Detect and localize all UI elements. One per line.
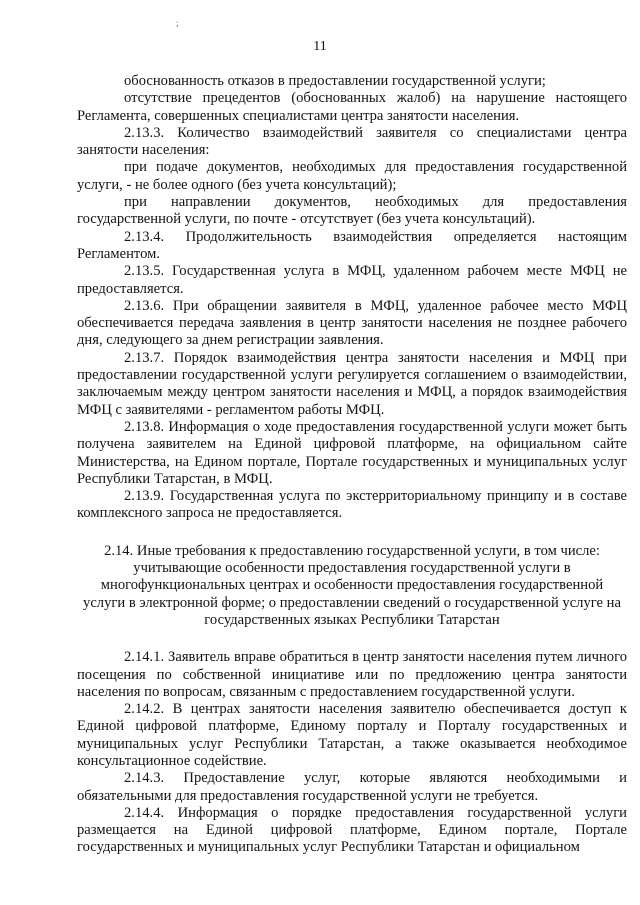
paragraph: 2.13.5. Государственная услуга в МФЦ, удаленном рабочем месте МФЦ не предоставляется. <box>77 263 627 297</box>
paragraph: 2.14.3. Предоставление услуг, которые являются необходимыми и обязательными для предоставления государственной услуги не требуется. <box>77 770 627 804</box>
paragraph: 2.13.6. При обращении заявителя в МФЦ, удаленное рабочее место МФЦ обеспечивается передача заявления в центр занятости населения не позднее рабочего дня, следующего за днем регистрации заявления. <box>77 297 627 349</box>
paragraph: обоснованность отказов в предоставлении государственной услуги; <box>124 73 546 89</box>
paragraph: 2.13.8. Информация о ходе предоставления государственной услуги может быть получена заявителем на Единой цифровой платформе, на официальном сайте Министерства, на Едином портале, Портале государственных и муниципальных услуг Республики Татарстан, в МФЦ. <box>77 418 627 487</box>
paragraph: 2.14.2. В центрах занятости населения заявителю обеспечивается доступ к Единой цифровой платформе, Единому порталу и Порталу государственных и муниципальных услуг Республики Татарстан, а также оказывается необходимое консультационное содействие. <box>77 701 627 769</box>
paragraph: при подаче документов, необходимых для предоставления государственной услуги, - не более одного (без учета консультаций); <box>77 159 627 193</box>
page-number: 11 <box>313 39 327 54</box>
paragraph: 2.13.7. Порядок взаимодействия центра занятости населения и МФЦ при предоставлении государственной услуги регулируется соглашением о взаимодействии, заключаемым между центром занятости населения и МФЦ, а порядок взаимодействия МФЦ с заявителями - регламентом работы МФЦ. <box>77 349 627 418</box>
paragraph: 2.13.3. Количество взаимодействий заявителя со специалистами центра занятости населения: <box>77 124 627 159</box>
paragraph: при направлении документов, необходимых для предоставления государственной услуги, по почте - отсутствует (без учета консультаций). <box>77 194 627 228</box>
paragraph: 2.14.4. Информация о порядке предоставления государственной услуги размещается на Единой цифровой платформе, Едином портале, Портале государственных и муниципальных услуг Республики Татарстан и официальном <box>77 804 627 856</box>
paragraph: 2.13.9. Государственная услуга по экстерриториальному принципу и в составе комплексного запроса не предоставляется. <box>77 488 627 522</box>
document-body <box>77 73 627 857</box>
scan-mark: ; <box>176 18 179 28</box>
section-heading: 2.14. Иные требования к предоставлению государственной услуги, в том числе: учитывающие особенности предоставления государственной услуги в многофункциональных центрах и особенности предоставления государственной услуги в электронной форме; о предоставлении сведений о государственной услуге на государственных языках Республики Татарстан <box>83 542 621 628</box>
paragraph: отсутствие прецедентов (обоснованных жалоб) на нарушение настоящего Регламента, совершенных специалистами центра занятости населения. <box>77 90 627 124</box>
paragraph: 2.14.1. Заявитель вправе обратиться в центр занятости населения путем личного посещения по собственной инициативе или по предложению центра занятости населения по вопросам, связанным с предоставлением государственной услуги. <box>77 649 627 700</box>
paragraph: 2.13.4. Продолжительность взаимодействия определяется настоящим Регламентом. <box>77 228 627 262</box>
